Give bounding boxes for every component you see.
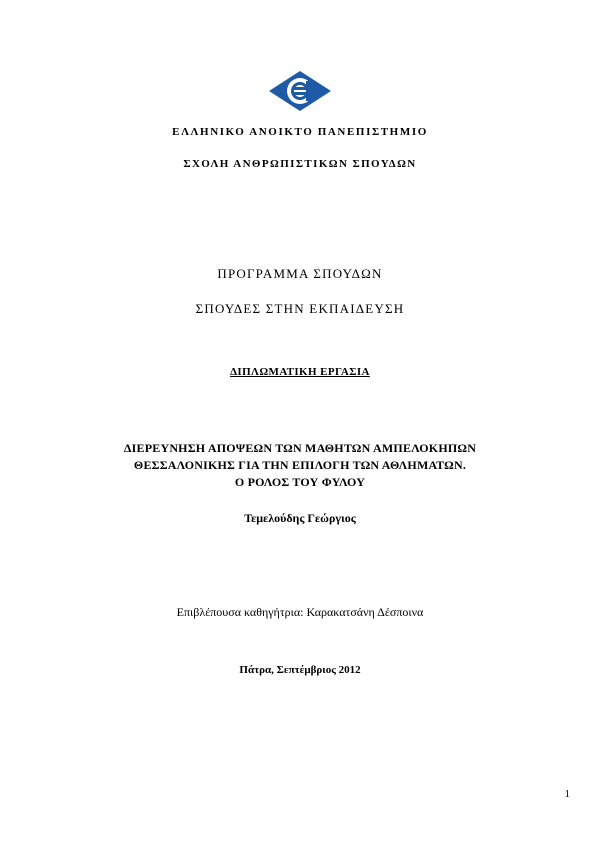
program-name: ΠΡΟΓΡΑΜΜΑ ΣΠΟΥΔΩΝ bbox=[217, 266, 383, 281]
thesis-label: ΔΙΠΛΩΜΑΤΙΚΗ ΕΡΓΑΣΙΑ bbox=[230, 366, 370, 378]
thesis-title-line: ΔΙΕΡΕΥΝΗΣΗ ΑΠΟΨΕΩΝ ΤΩΝ ΜΑΘΗΤΩΝ ΑΜΠΕΛΟΚΗΠΩΝ bbox=[123, 441, 477, 455]
place-date: Πάτρα, Σεπτέμβριος 2012 bbox=[239, 664, 361, 676]
thesis-title-line: ΘΕΣΣΑΛΟΝΙΚΗΣ ΓΙΑ ΤΗΝ ΕΠΙΛΟΓΗ ΤΩΝ ΑΘΛΗΜΑΤΩΝ. bbox=[133, 458, 467, 472]
thesis-title bbox=[0, 440, 600, 491]
author-name: Τεμελούδης Γεώργιος bbox=[244, 511, 356, 525]
page-number: 1 bbox=[564, 788, 570, 800]
studies-name: ΣΠΟΥΔΕΣ ΣΤΗΝ ΕΚΠΑΙΔΕΥΣΗ bbox=[195, 301, 405, 316]
school-name: ΣΧΟΛΗ ΑΝΘΡΩΠΙΣΤΙΚΩΝ ΣΠΟΥΔΩΝ bbox=[183, 158, 417, 170]
supervisor-line: Επιβλέπουσα καθηγήτρια: Καρακατσάνη Δέσποινα bbox=[176, 605, 424, 619]
thesis-title-line: Ο ΡΟΛΟΣ ΤΟΥ ΦΥΛΟΥ bbox=[234, 475, 366, 489]
university-logo-icon bbox=[268, 70, 332, 112]
university-name: ΕΛΛΗΝΙΚΟ ΑΝΟΙΚΤΟ ΠΑΝΕΠΙΣΤΗΜΙΟ bbox=[172, 126, 428, 138]
